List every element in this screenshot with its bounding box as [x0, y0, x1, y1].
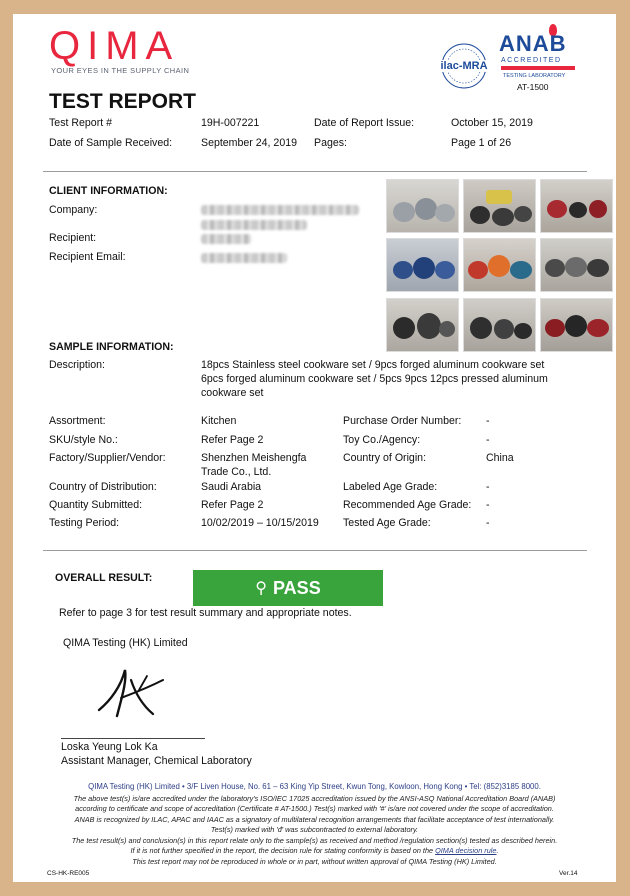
footer-line: ANAB is recognized by ILAC, APAC and IAAC as a signatory of multilateral recognition arrangements that facilitate acceptance of test internationally. [74, 814, 555, 824]
ilac-mra-text: ilac-MRA [440, 60, 488, 72]
origin-value: China [486, 452, 514, 464]
sample-photo [386, 298, 459, 352]
sample-photo [386, 179, 459, 233]
factory-label: Factory/Supplier/Vendor: [49, 452, 166, 464]
pages-label: Pages: [314, 137, 347, 149]
quantity-value: Refer Page 2 [201, 499, 264, 511]
sample-heading: SAMPLE INFORMATION: [49, 341, 174, 353]
description-line: 6pcs forged aluminum cookware set / 5pcs 9pcs 12pcs pressed aluminum [201, 373, 548, 385]
recommended-age-label: Recommended Age Grade: [343, 499, 472, 511]
sample-photo [540, 298, 613, 352]
factory-value-line2: Trade Co., Ltd. [201, 466, 272, 478]
testing-period-value: 10/02/2019 – 10/15/2019 [201, 517, 319, 529]
email-redacted [201, 253, 287, 263]
anab-title: ANAB [499, 31, 567, 56]
anab-badge [499, 24, 577, 94]
labeled-age-value: - [486, 481, 490, 493]
pass-badge [193, 570, 383, 606]
agency-value: - [486, 434, 490, 446]
client-heading: CLIENT INFORMATION: [49, 185, 168, 197]
sku-value: Refer Page 2 [201, 434, 264, 446]
recommended-age-value: - [486, 499, 490, 511]
report-number-label: Test Report # [49, 117, 113, 129]
overall-result-heading: OVERALL RESULT: [55, 572, 153, 584]
sample-photo [386, 238, 459, 292]
qima-logo: QIMA [49, 24, 180, 68]
sample-photo [540, 179, 613, 233]
footer-line: This test report may not be reproduced in whole or in part, without written approval of QIMA Testing (HK) Limited. [132, 856, 497, 866]
anab-id: AT-1500 [517, 82, 549, 92]
footer-address: QIMA Testing (HK) Limited • 3/F Liven House, No. 61 – 63 King Yip Street, Kwun Tong, Kowloon, Hong Kong • Tel: (852)3185 8000. [88, 782, 541, 791]
signature-line [61, 738, 205, 739]
sample-photo [463, 179, 536, 233]
description-line: cookware set [201, 387, 264, 399]
company-label: Company: [49, 204, 98, 216]
result-note: Refer to page 3 for test result summary and appropriate notes. [59, 607, 352, 619]
footer-line: The test result(s) and conclusion(s) in this report relate only to the sample(s) as received and method /regulation section(s) tested as described herein. [71, 835, 558, 845]
agency-label: Toy Co./Agency: [343, 434, 421, 446]
sample-photo [540, 238, 613, 292]
ilac-mra-seal [431, 42, 497, 90]
page-title: TEST REPORT [49, 90, 197, 113]
po-value: - [486, 415, 490, 427]
footer-notes [13, 782, 616, 867]
footer-line: The above test(s) is/are accredited under the laboratory's ISO/IEC 17025 accreditation issued by the ANSI-ASQ National Accreditation Board (ANAB) [73, 793, 556, 803]
recipient-redacted [201, 234, 251, 244]
testing-period-label: Testing Period: [49, 517, 120, 529]
quantity-label: Quantity Submitted: [49, 499, 143, 511]
distribution-value: Saudi Arabia [201, 481, 262, 493]
pass-icon: ⚲ [255, 580, 268, 597]
sample-photo [463, 238, 536, 292]
footer-line [13, 846, 616, 857]
recipient-label: Recipient: [49, 232, 97, 244]
page-count: Page 1 of 26 [451, 137, 512, 149]
signer-name: Loska Yeung Lok Ka [61, 741, 158, 753]
received-date: September 24, 2019 [201, 137, 298, 149]
form-code: CS-HK-RE005 [47, 870, 90, 877]
description-line: 18pcs Stainless steel cookware set / 9pcs forged aluminum cookware set [201, 359, 545, 371]
signer-title: Assistant Manager, Chemical Laboratory [61, 755, 252, 767]
footer-line: Test(s) marked with 'đ' was subcontracted to external laboratory. [210, 825, 419, 834]
version-label: Ver.14 [559, 870, 578, 877]
description-label: Description: [49, 359, 105, 371]
sample-photo [463, 298, 536, 352]
issue-date-label: Date of Report Issue: [314, 117, 415, 129]
assortment-value: Kitchen [201, 415, 237, 427]
factory-value: Shenzhen Meishengfa [201, 452, 307, 464]
pass-label: PASS [273, 577, 321, 598]
sku-label: SKU/style No.: [49, 434, 118, 446]
origin-label: Country of Origin: [343, 452, 427, 464]
divider [43, 550, 587, 551]
decision-rule-end: . [496, 846, 499, 855]
tested-age-value: - [486, 517, 490, 529]
signature [91, 660, 191, 724]
recipient-email-label: Recipient Email: [49, 251, 126, 263]
decision-rule-text: If it is not further specified in the report, the decision rule for stating conformity is based on the [130, 846, 436, 855]
anab-accredited: ACCREDITED [501, 57, 562, 64]
po-label: Purchase Order Number: [343, 415, 462, 427]
assortment-label: Assortment: [49, 415, 106, 427]
anab-stripe [501, 66, 575, 70]
distribution-label: Country of Distribution: [49, 481, 157, 493]
divider [43, 171, 587, 172]
report-page [13, 14, 616, 882]
labeled-age-label: Labeled Age Grade: [343, 481, 438, 493]
tagline: YOUR EYES IN THE SUPPLY CHAIN [51, 66, 190, 75]
footer-line: according to certificate and scope of accreditation (Certificate # AT-1500.) Test(s) marked with '#' is/are not covered under the scope of accreditation. [75, 804, 554, 813]
company-redacted-line2 [201, 220, 307, 230]
anab-testing-lab: TESTING LABORATORY [503, 73, 566, 79]
decision-rule-link[interactable]: QIMA decision rule [435, 846, 497, 855]
received-date-label: Date of Sample Received: [49, 137, 173, 149]
report-number: 19H-007221 [201, 117, 260, 129]
company-redacted [201, 205, 359, 215]
tested-age-label: Tested Age Grade: [343, 517, 431, 529]
lab-name: QIMA Testing (HK) Limited [63, 637, 188, 649]
issue-date: October 15, 2019 [451, 117, 533, 129]
